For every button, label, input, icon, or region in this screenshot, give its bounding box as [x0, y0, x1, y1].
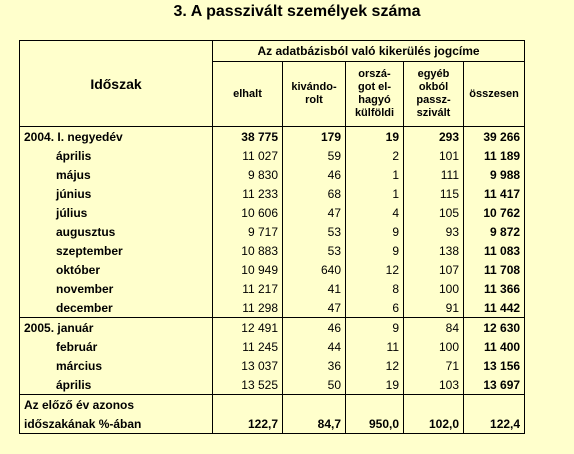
value-cell: 138 [404, 241, 464, 260]
value-cell: 100 [404, 337, 464, 356]
value-cell: 100 [404, 279, 464, 298]
value-cell: 91 [404, 298, 464, 318]
column-header-line: got el- [358, 81, 391, 93]
value-cell: 9 [346, 241, 404, 260]
value-cell: 12 [346, 260, 404, 279]
value-cell: 105 [404, 203, 464, 222]
value-cell: 9 [346, 222, 404, 241]
footer-empty-cell [283, 395, 346, 415]
column-header [213, 62, 283, 127]
value-cell: 47 [283, 298, 346, 318]
column-header-line: elhalt [233, 87, 262, 100]
value-cell: 2 [346, 146, 404, 165]
footer-empty-cell [464, 395, 525, 415]
table-row [20, 203, 525, 222]
value-cell: 8 [346, 279, 404, 298]
row-label: július [20, 203, 213, 222]
total-cell: 13 697 [464, 375, 525, 395]
table-row [20, 241, 525, 260]
total-cell: 11 366 [464, 279, 525, 298]
value-cell: 11 233 [213, 184, 283, 203]
total-cell: 13 156 [464, 356, 525, 375]
reason-group-header: Az adatbázisból való kikerülés jogcíme [213, 41, 525, 62]
footer-value-cell: 122,4 [464, 414, 525, 434]
row-label: augusztus [20, 222, 213, 241]
total-cell: 11 442 [464, 298, 525, 318]
total-cell: 11 417 [464, 184, 525, 203]
row-label: június [20, 184, 213, 203]
footer-empty-cell [404, 395, 464, 415]
value-cell: 13 037 [213, 356, 283, 375]
column-header-line: passz- [416, 94, 451, 106]
table-row [20, 165, 525, 184]
column-header-line: kivándo- [291, 81, 337, 93]
value-cell: 11 217 [213, 279, 283, 298]
column-header-line: okból [418, 81, 449, 93]
value-cell: 1 [346, 184, 404, 203]
value-cell: 11 245 [213, 337, 283, 356]
footer-value-cell: 122,7 [213, 414, 283, 434]
value-cell: 101 [404, 146, 464, 165]
row-label: április [20, 375, 213, 395]
total-cell: 9 988 [464, 165, 525, 184]
row-label: 2004. I. negyedév [20, 127, 213, 147]
value-cell: 10 606 [213, 203, 283, 222]
value-cell: 19 [346, 127, 404, 147]
value-cell: 41 [283, 279, 346, 298]
table-row [20, 279, 525, 298]
column-header [346, 62, 404, 127]
value-cell: 59 [283, 146, 346, 165]
footer-value-cell: 84,7 [283, 414, 346, 434]
value-cell: 115 [404, 184, 464, 203]
value-cell: 12 491 [213, 318, 283, 338]
value-cell: 103 [404, 375, 464, 395]
table-row [20, 375, 525, 395]
value-cell: 293 [404, 127, 464, 147]
value-cell: 6 [346, 298, 404, 318]
value-cell: 53 [283, 222, 346, 241]
total-cell: 9 872 [464, 222, 525, 241]
total-cell: 11 189 [464, 146, 525, 165]
value-cell: 36 [283, 356, 346, 375]
value-cell: 1 [346, 165, 404, 184]
value-cell: 38 775 [213, 127, 283, 147]
total-cell: 12 630 [464, 318, 525, 338]
table-row [20, 222, 525, 241]
footer-value-cell: 102,0 [404, 414, 464, 434]
value-cell: 50 [283, 375, 346, 395]
data-table [19, 40, 525, 434]
total-cell: 39 266 [464, 127, 525, 147]
value-cell: 11 298 [213, 298, 283, 318]
row-label: december [20, 298, 213, 318]
value-cell: 107 [404, 260, 464, 279]
row-label: március [20, 356, 213, 375]
column-header [283, 62, 346, 127]
table-row [20, 318, 525, 338]
value-cell: 93 [404, 222, 464, 241]
value-cell: 9 717 [213, 222, 283, 241]
value-cell: 4 [346, 203, 404, 222]
row-label: május [20, 165, 213, 184]
value-cell: 10 883 [213, 241, 283, 260]
value-cell: 46 [283, 318, 346, 338]
page-title: 3. A passzivált személyek száma [173, 3, 421, 20]
value-cell: 9 [346, 318, 404, 338]
value-cell: 71 [404, 356, 464, 375]
footer-empty-cell [213, 395, 283, 415]
table-row [20, 298, 525, 318]
value-cell: 640 [283, 260, 346, 279]
value-cell: 68 [283, 184, 346, 203]
table-row [20, 146, 525, 165]
value-cell: 44 [283, 337, 346, 356]
column-header-line: hagyó [358, 94, 391, 106]
column-header [404, 62, 464, 127]
footer-empty-cell [346, 395, 404, 415]
footer-row [20, 414, 525, 434]
row-label: április [20, 146, 213, 165]
value-cell: 111 [404, 165, 464, 184]
table-row [20, 184, 525, 203]
value-cell: 12 [346, 356, 404, 375]
footer-row [20, 395, 525, 415]
footer-value-cell: 950,0 [346, 414, 404, 434]
column-header-line: összesen [469, 87, 519, 100]
row-label: február [20, 337, 213, 356]
row-label: 2005. január [20, 318, 213, 338]
value-cell: 9 830 [213, 165, 283, 184]
total-cell: 11 400 [464, 337, 525, 356]
column-header-line: külföldi [354, 107, 395, 119]
column-header-line: orszá- [358, 68, 391, 80]
table-row [20, 337, 525, 356]
row-label: november [20, 279, 213, 298]
row-label: október [20, 260, 213, 279]
table-row [20, 260, 525, 279]
total-cell: 11 708 [464, 260, 525, 279]
value-cell: 84 [404, 318, 464, 338]
value-cell: 179 [283, 127, 346, 147]
value-cell: 46 [283, 165, 346, 184]
value-cell: 47 [283, 203, 346, 222]
footer-label: Az előző év azonos [20, 395, 213, 415]
total-cell: 11 083 [464, 241, 525, 260]
value-cell: 19 [346, 375, 404, 395]
value-cell: 11 [346, 337, 404, 356]
column-header-line: rolt [305, 94, 323, 106]
column-header-line: egyéb [417, 68, 450, 80]
table-row [20, 127, 525, 147]
value-cell: 13 525 [213, 375, 283, 395]
period-header: Időszak [20, 41, 213, 127]
footer-label: időszakának %-ában [20, 414, 213, 434]
value-cell: 53 [283, 241, 346, 260]
row-label: szeptember [20, 241, 213, 260]
total-cell: 10 762 [464, 203, 525, 222]
column-header [464, 62, 525, 127]
value-cell: 11 027 [213, 146, 283, 165]
column-header-line: szivált [416, 107, 451, 119]
table-row [20, 356, 525, 375]
value-cell: 10 949 [213, 260, 283, 279]
